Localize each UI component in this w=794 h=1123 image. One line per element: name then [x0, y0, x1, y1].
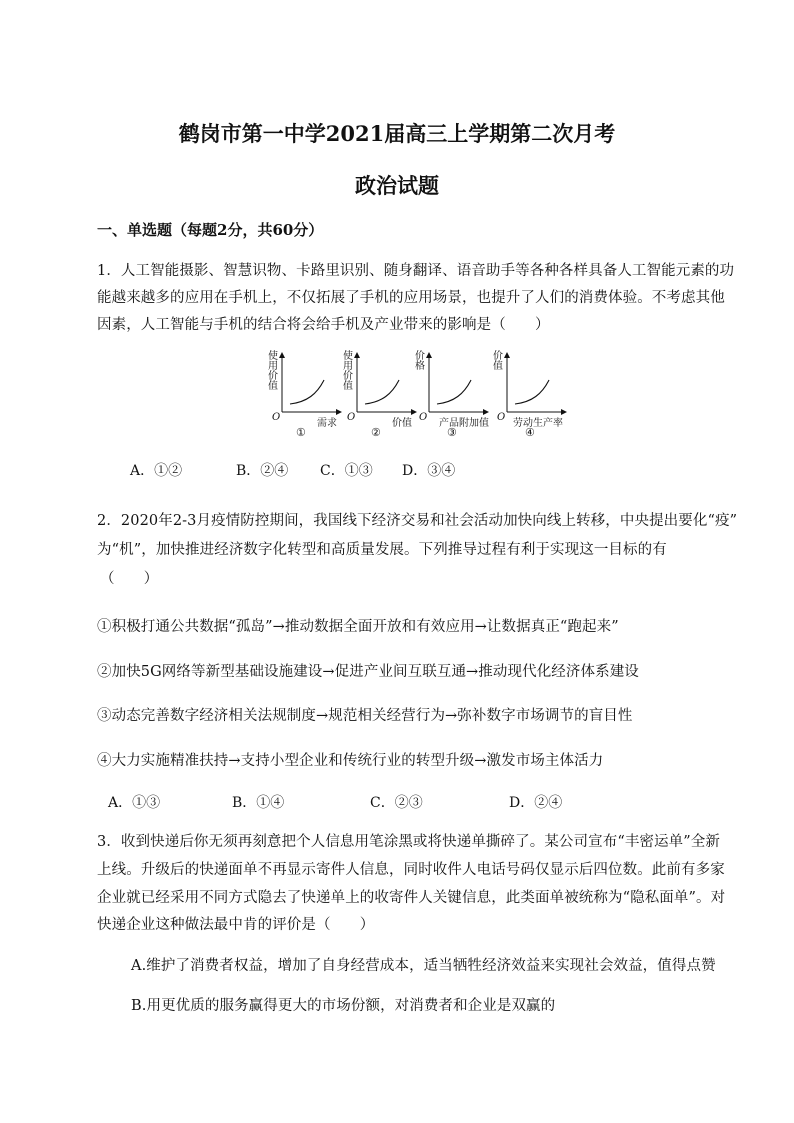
graph-ylabel: 价格: [415, 351, 425, 372]
q1-line: 1．人工智能摄影、智慧识物、卡路里识别、随身翻译、语音助手等各种各样具备人工智能元素的功: [97, 263, 735, 279]
q1-option-c[interactable]: C．①③: [320, 463, 373, 479]
q2-item: ②加快5G网络等新型基础设施建设→促进产业间互联互通→推动现代化经济体系建设: [97, 664, 639, 680]
section-heading: 一、单选题（每题2分，共60分）: [97, 221, 324, 239]
q3-option-b[interactable]: B.用更优质的服务赢得更大的市场份额，对消费者和企业是双赢的: [131, 998, 556, 1014]
graph-ylabel: 价值: [493, 351, 503, 372]
q3-line: 快递企业这种做法最中肯的评价是（ ）: [97, 917, 375, 933]
q1-graphs: [262, 352, 572, 442]
q2-item: ③动态完善数字经济相关法规制度→规范相关经营行为→弥补数字市场调节的盲目性: [97, 708, 633, 724]
q1-option-d[interactable]: D．③④: [402, 463, 456, 479]
q3-line: 3．收到快递后你无须再刻意把个人信息用笔涂黑或将快递单撕碎了。某公司宣布“丰密运单”全新: [97, 834, 720, 850]
graph-xlabel: 价值: [392, 418, 412, 429]
q1-graph-4: [487, 352, 567, 440]
q2-item: ①积极打通公共数据“孤岛”→推动数据全面开放和有效应用→让数据真正“跑起来”: [97, 619, 619, 635]
q3-line: 企业就已经采用不同方式隐去了快递单上的收寄件人关键信息，此类面单被统称为“隐私面单”。对: [97, 890, 726, 906]
graph-ylabel: 使用价值: [343, 351, 353, 392]
q1-line: 因素，人工智能与手机的结合将会给手机及产业带来的影响是（ ）: [97, 317, 550, 333]
graph-xlabel: 需求: [317, 418, 337, 429]
graph-number: ①: [296, 426, 306, 439]
q2-item: ④大力实施精准扶持→支持小型企业和传统行业的转型升级→激发市场主体活力: [97, 753, 604, 769]
graph-number: ④: [525, 426, 535, 439]
graph-origin: O: [272, 412, 281, 423]
graph-ylabel: 使用价值: [268, 351, 278, 392]
q2-line: 2．2020年2-3月疫情防控期间，我国线下经济交易和社会活动加快向线上转移，中央提出要化“疫”: [97, 513, 738, 529]
graph-xlabel: 产品附加值: [439, 418, 489, 429]
q2-line: 为“机”，加快推进经济数字化转型和高质量发展。下列推导过程有利于实现这一目标的有: [97, 542, 667, 558]
page-title: 鹤岗市第一中学2021届高三上学期第二次月考: [178, 121, 616, 146]
graph-number: ②: [371, 426, 381, 439]
q1-option-a[interactable]: A．①②: [130, 463, 183, 479]
q1-option-b[interactable]: B．②④: [236, 463, 289, 479]
q2-option-b[interactable]: B．①④: [232, 795, 285, 811]
graph-origin: O: [419, 412, 428, 423]
q1-graph-1: [262, 352, 342, 440]
q1-graph-3: [409, 352, 489, 440]
q2-option-c[interactable]: C．②③: [370, 795, 423, 811]
q2-option-d[interactable]: D．②④: [509, 795, 563, 811]
q2-option-a[interactable]: A．①③: [108, 795, 161, 811]
graph-number: ③: [447, 426, 457, 439]
graph-origin: O: [497, 412, 506, 423]
graph-origin: O: [347, 412, 356, 423]
q3-option-a[interactable]: A.维护了消费者权益，增加了自身经营成本，适当牺牲经济效益来实现社会效益，值得点赞: [131, 958, 716, 974]
q1-line: 能越来越多的应用在手机上，不仅拓展了手机的应用场景，也提升了人们的消费体验。不考虑其他: [97, 290, 725, 306]
q1-graph-2: [337, 352, 417, 440]
graph-xlabel: 劳动生产率: [513, 418, 563, 429]
q3-line: 上线。升级后的快递面单不再显示寄件人信息，同时收件人电话号码仅显示后四位数。此前有多家: [97, 862, 725, 878]
page-subtitle: 政治试题: [355, 173, 439, 198]
q2-line: （ ）: [100, 571, 159, 587]
